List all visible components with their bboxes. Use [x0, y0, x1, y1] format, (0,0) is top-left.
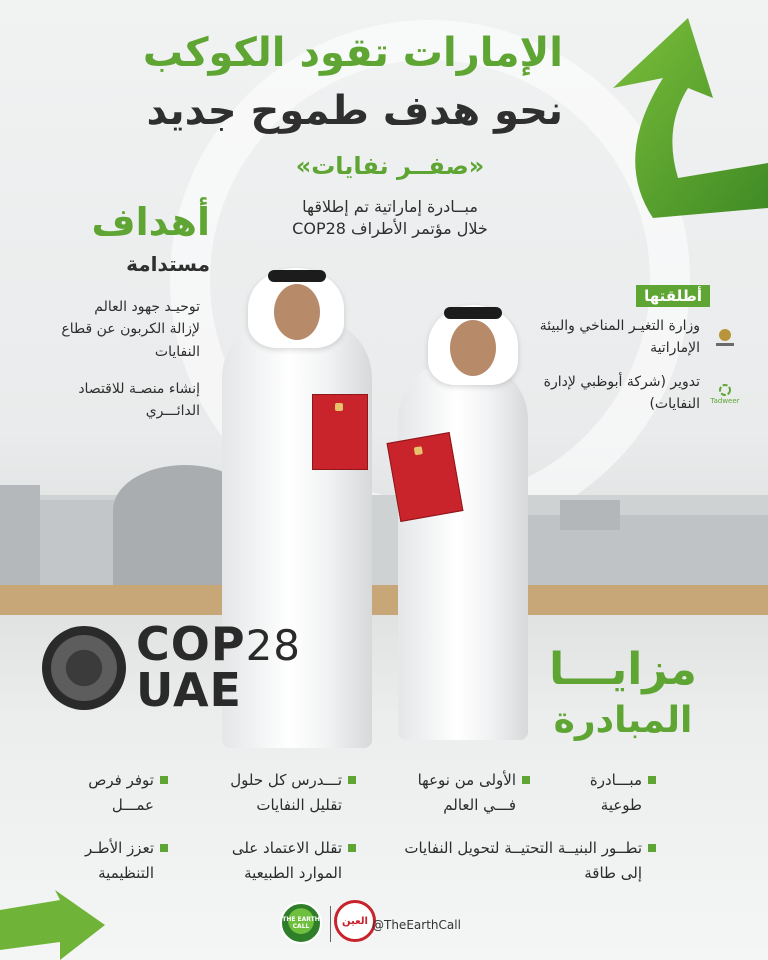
advantage-item — [586, 768, 656, 818]
advantage-item — [206, 768, 356, 818]
advantage-text: تقلل الاعتماد على الموارد الطبيعية — [231, 839, 342, 882]
tadweer-logo-icon — [710, 379, 740, 409]
footer-divider — [330, 906, 331, 942]
bullet-icon — [648, 844, 656, 852]
red-folder-right — [387, 432, 464, 522]
advantage-text: توفر فرص عمـــل — [88, 771, 154, 814]
red-folder-left — [312, 394, 368, 470]
bullet-icon — [160, 776, 168, 784]
official-right-face — [450, 320, 496, 376]
headline-line2: نحو هدف طموح جديد — [146, 88, 563, 134]
advantages-heading: مزايـــا — [549, 644, 697, 695]
ministry-emblem-icon — [710, 323, 740, 353]
cop28-globe-logo-icon — [42, 626, 126, 710]
advantage-item — [390, 768, 530, 818]
goal-item: توحيـد جهود العالم لإزالة الكربون عن قطاع النفايات — [61, 299, 200, 360]
cop-label: COP — [136, 617, 246, 671]
alain-logo-label: العين — [342, 915, 368, 927]
bullet-icon — [348, 844, 356, 852]
tadweer-logo-label: Tadweer — [710, 396, 740, 405]
bullet-icon — [348, 776, 356, 784]
alain-logo-icon — [334, 900, 376, 942]
headline-line1: الإمارات تقود الكوكب — [142, 30, 563, 76]
advantage-text: تعزز الأطـر التنظيمية — [84, 839, 154, 882]
bullet-icon — [160, 844, 168, 852]
description-line2: خلال مؤتمر الأطراف COP28 — [292, 219, 488, 239]
advantages-subheading: المبادرة — [553, 700, 693, 741]
advantage-item — [68, 768, 168, 818]
earth-call-logo-icon — [280, 902, 322, 944]
cop-number: 28 — [245, 621, 302, 670]
goal-item: إنشاء منصـة للاقتصاد الدائـــري — [78, 381, 200, 420]
cop-country: UAE — [136, 663, 242, 717]
cop28-uae-logo — [136, 617, 302, 717]
description-line1: مبــادرة إماراتية تم إطلاقها — [302, 197, 478, 216]
subtitle-zero-waste: «صفــر نفايات» — [295, 152, 485, 180]
advantage-item — [386, 836, 656, 886]
earth-call-logo-label: THE EARTH CALL — [282, 916, 320, 930]
official-right-agal — [444, 307, 502, 319]
recycle-arrow-icon — [593, 18, 768, 218]
advantage-item — [68, 836, 168, 886]
goals-subheading: مستدامة — [126, 252, 210, 276]
advantage-text: تـــدرس كل حلول تقليل النفايات — [230, 771, 342, 814]
org-tadweer-name: تدوير (شركة أبوظبي لإدارة النفايات) — [543, 374, 700, 412]
launched-by-tag: أطلقتها — [636, 285, 710, 307]
bullet-icon — [522, 776, 530, 784]
goals-heading: أهداف — [91, 200, 210, 244]
org-tadweer — [515, 372, 740, 415]
initiative-description — [230, 196, 550, 241]
bullet-icon — [648, 776, 656, 784]
official-left-agal — [268, 270, 326, 282]
expo-city-skyline — [0, 455, 768, 615]
social-handle: @TheEarthCall — [372, 918, 461, 932]
official-right — [398, 360, 528, 740]
advantage-item — [196, 836, 356, 886]
official-left-face — [274, 284, 320, 340]
advantage-text: تطــور البنيــة التحتيــة لتحويل النفايات إلى طاقة — [404, 839, 642, 882]
org-ministry — [515, 316, 740, 359]
recycle-arrow-small-icon — [0, 890, 110, 960]
org-ministry-name: وزارة التغيـر المناخي والبيئة الإماراتية — [539, 318, 700, 356]
advantage-text: مبـــادرة طوعية — [589, 771, 642, 814]
advantage-text: الأولى من نوعها فـــي العالم — [417, 771, 516, 814]
